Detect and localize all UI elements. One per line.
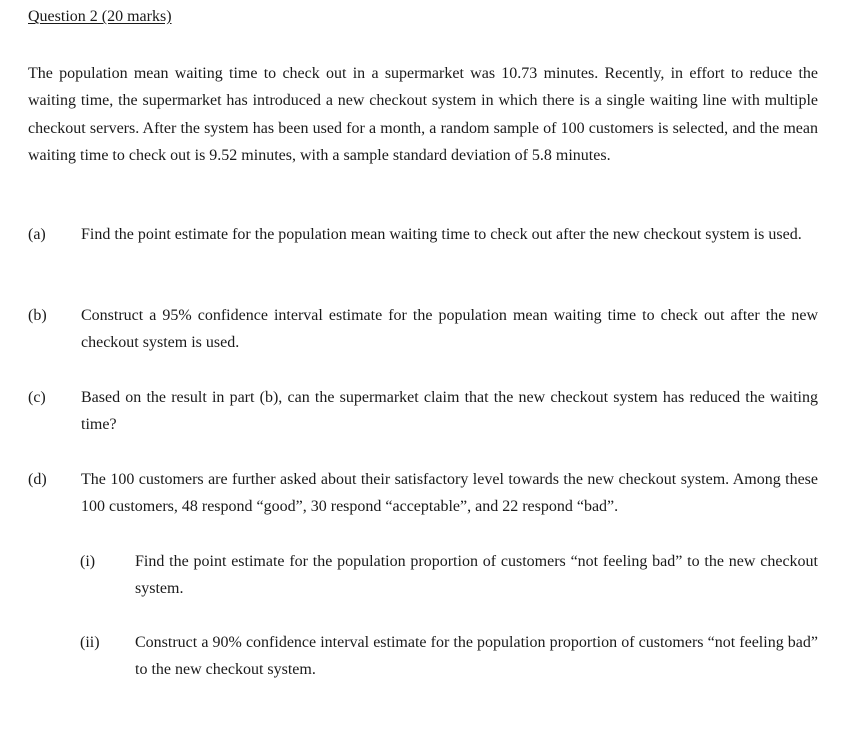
part-d-text: The 100 customers are further asked about their satisfactory level towards the new checkout system. Among these 100 customers, 48 respond “good”, 30 respond “acceptable”, and 22 respond “bad”. [81,471,818,516]
part-d-label: (d) [28,471,47,488]
part-b [28,302,818,357]
subpart-i-label: (i) [80,553,96,570]
part-b-text: Construct a 95% confidence interval estimate for the population mean waiting time to check out after the new checkout system is used. [81,307,818,352]
subpart-i [80,548,818,603]
part-c-text: Based on the result in part (b), can the supermarket claim that the new checkout system has reduced the waiting time? [81,389,818,434]
part-a [28,221,818,248]
question-intro: The population mean waiting time to check out in a supermarket was 10.73 minutes. Recently, in effort to reduce the waiting time, the supermarket has introduced a new checkout system in which there is a single waiting line with multiple checkout servers. After the system has been used for a month, a random sample of 100 customers is selected, and the mean waiting time to check out is 9.52 minutes, with a sample standard deviation of 5.8 minutes. [28,65,818,164]
part-a-label: (a) [28,226,46,243]
part-c [28,384,818,439]
subpart-ii-label: (ii) [80,634,100,651]
part-a-text: Find the point estimate for the population mean waiting time to check out after the new checkout system is used. [81,226,802,243]
subpart-ii-text: Construct a 90% confidence interval estimate for the population proportion of customers “not feeling bad” to the new checkout system. [135,634,818,679]
part-b-label: (b) [28,307,47,324]
part-d [28,466,818,521]
subpart-i-text: Find the point estimate for the population proportion of customers “not feeling bad” to the new checkout system. [135,553,818,598]
subpart-ii [80,629,818,684]
part-c-label: (c) [28,389,46,406]
question-heading: Question 2 (20 marks) [28,8,172,25]
